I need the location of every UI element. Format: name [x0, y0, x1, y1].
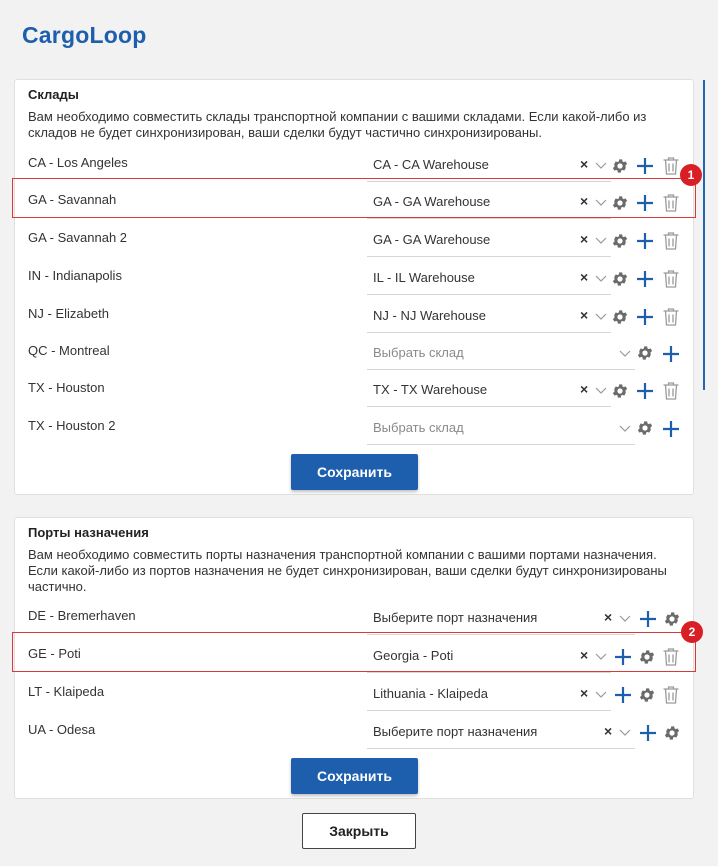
clear-icon[interactable]: ×: [604, 723, 613, 739]
clear-icon[interactable]: ×: [580, 231, 589, 247]
table-row: [15, 380, 693, 408]
gear-icon[interactable]: [636, 419, 656, 441]
chevron-down-icon[interactable]: [618, 346, 632, 360]
select-value: Georgia - Poti: [373, 648, 454, 663]
table-row: [15, 418, 693, 446]
row-label: LT - Klaipeda: [28, 684, 105, 699]
gear-icon[interactable]: [611, 157, 631, 179]
app-title: CargoLoop: [22, 22, 147, 48]
chevron-down-icon[interactable]: [594, 649, 608, 663]
warehouse-select[interactable]: [367, 303, 611, 333]
trash-icon[interactable]: [662, 381, 682, 403]
marker-2: 2: [681, 621, 703, 643]
select-value: NJ - NJ Warehouse: [373, 308, 486, 323]
table-row: [15, 155, 693, 183]
chevron-down-icon[interactable]: [618, 725, 632, 739]
trash-icon[interactable]: [662, 269, 682, 291]
trash-icon[interactable]: [662, 647, 682, 669]
row-label: GA - Savannah 2: [28, 230, 128, 245]
clear-icon[interactable]: ×: [580, 647, 589, 663]
warehouses-panel: [14, 79, 694, 495]
table-row: [15, 722, 693, 750]
warehouse-select[interactable]: [367, 415, 635, 445]
plus-icon[interactable]: [635, 381, 655, 403]
select-value: CA - CA Warehouse: [373, 157, 489, 172]
scrollbar[interactable]: [703, 80, 705, 390]
select-value: TX - TX Warehouse: [373, 382, 488, 397]
chevron-down-icon[interactable]: [594, 158, 608, 172]
row-label: GE - Poti: [28, 646, 81, 661]
port-select[interactable]: [367, 719, 635, 749]
clear-icon[interactable]: ×: [580, 269, 589, 285]
warehouse-select[interactable]: [367, 377, 611, 407]
select-value: Выберите порт назначения: [373, 610, 538, 625]
chevron-down-icon[interactable]: [618, 421, 632, 435]
clear-icon[interactable]: ×: [580, 307, 589, 323]
row-label: UA - Odesa: [28, 722, 96, 737]
select-value: Выбрать склад: [373, 345, 464, 360]
gear-icon[interactable]: [638, 648, 658, 670]
chevron-down-icon[interactable]: [594, 271, 608, 285]
row-label: CA - Los Angeles: [28, 155, 128, 170]
gear-icon[interactable]: [663, 724, 683, 746]
trash-icon[interactable]: [662, 156, 682, 178]
plus-icon[interactable]: [635, 193, 655, 215]
row-label: NJ - Elizabeth: [28, 306, 109, 321]
warehouse-select[interactable]: [367, 189, 611, 219]
plus-icon[interactable]: [635, 307, 655, 329]
trash-icon[interactable]: [662, 685, 682, 707]
select-value: GA - GA Warehouse: [373, 194, 491, 209]
row-label: IN - Indianapolis: [28, 268, 122, 283]
plus-icon[interactable]: [638, 609, 658, 631]
gear-icon[interactable]: [611, 270, 631, 292]
gear-icon[interactable]: [611, 194, 631, 216]
trash-icon[interactable]: [662, 307, 682, 329]
select-value: Выбрать склад: [373, 420, 464, 435]
plus-icon[interactable]: [613, 685, 633, 707]
warehouse-select[interactable]: [367, 152, 611, 182]
chevron-down-icon[interactable]: [594, 309, 608, 323]
row-label: TX - Houston: [28, 380, 105, 395]
clear-icon[interactable]: ×: [580, 156, 589, 172]
gear-icon[interactable]: [638, 686, 658, 708]
marker-1: 1: [680, 164, 702, 186]
select-value: Выберите порт назначения: [373, 724, 538, 739]
warehouses-description: Вам необходимо совместить склады транспортной компании с вашими складами. Если какой-либо из складов не будет синхронизирован, ваши сделки будут частично синхронизированы.: [28, 109, 647, 140]
plus-icon[interactable]: [635, 156, 655, 178]
plus-icon[interactable]: [661, 419, 681, 441]
table-row: [15, 306, 693, 334]
row-label: TX - Houston 2: [28, 418, 116, 433]
row-label: DE - Bremerhaven: [28, 608, 136, 623]
warehouse-select[interactable]: [367, 340, 635, 370]
clear-icon[interactable]: ×: [580, 193, 589, 209]
row-label: GA - Savannah: [28, 192, 117, 207]
table-row: [15, 684, 693, 712]
port-select[interactable]: [367, 643, 611, 673]
gear-icon[interactable]: [636, 344, 656, 366]
ports-title: Порты назначения: [28, 525, 149, 540]
clear-icon[interactable]: ×: [604, 609, 613, 625]
warehouses-save-button[interactable]: Сохранить: [291, 454, 418, 490]
plus-icon[interactable]: [638, 723, 658, 745]
ports-panel: [14, 517, 694, 799]
plus-icon[interactable]: [635, 231, 655, 253]
chevron-down-icon[interactable]: [594, 195, 608, 209]
table-row: [15, 646, 693, 674]
table-row: [15, 343, 693, 371]
port-select[interactable]: [367, 605, 635, 635]
trash-icon[interactable]: [662, 193, 682, 215]
chevron-down-icon[interactable]: [594, 383, 608, 397]
plus-icon[interactable]: [635, 269, 655, 291]
warehouse-select[interactable]: [367, 265, 611, 295]
warehouse-select[interactable]: [367, 227, 611, 257]
gear-icon[interactable]: [611, 382, 631, 404]
select-value: IL - IL Warehouse: [373, 270, 475, 285]
table-row: [15, 192, 693, 220]
clear-icon[interactable]: ×: [580, 685, 589, 701]
trash-icon[interactable]: [662, 231, 682, 253]
plus-icon[interactable]: [661, 344, 681, 366]
clear-icon[interactable]: ×: [580, 381, 589, 397]
chevron-down-icon[interactable]: [618, 611, 632, 625]
table-row: [15, 230, 693, 258]
port-select[interactable]: [367, 681, 611, 711]
gear-icon[interactable]: [611, 308, 631, 330]
plus-icon[interactable]: [613, 647, 633, 669]
close-button[interactable]: Закрыть: [302, 813, 416, 849]
table-row: [15, 608, 693, 636]
select-value: GA - GA Warehouse: [373, 232, 491, 247]
gear-icon[interactable]: [663, 610, 683, 632]
row-label: QC - Montreal: [28, 343, 110, 358]
gear-icon[interactable]: [611, 232, 631, 254]
chevron-down-icon[interactable]: [594, 233, 608, 247]
warehouses-title: Склады: [28, 87, 79, 102]
chevron-down-icon[interactable]: [594, 687, 608, 701]
ports-save-button[interactable]: Сохранить: [291, 758, 418, 794]
ports-description: Вам необходимо совместить порты назначения транспортной компании с вашими портами назначения. Если какой-либо из портов назначения не будет синхронизирован, ваши сделки будут синхронизированы частично.: [28, 547, 667, 594]
table-row: [15, 268, 693, 296]
select-value: Lithuania - Klaipeda: [373, 686, 488, 701]
